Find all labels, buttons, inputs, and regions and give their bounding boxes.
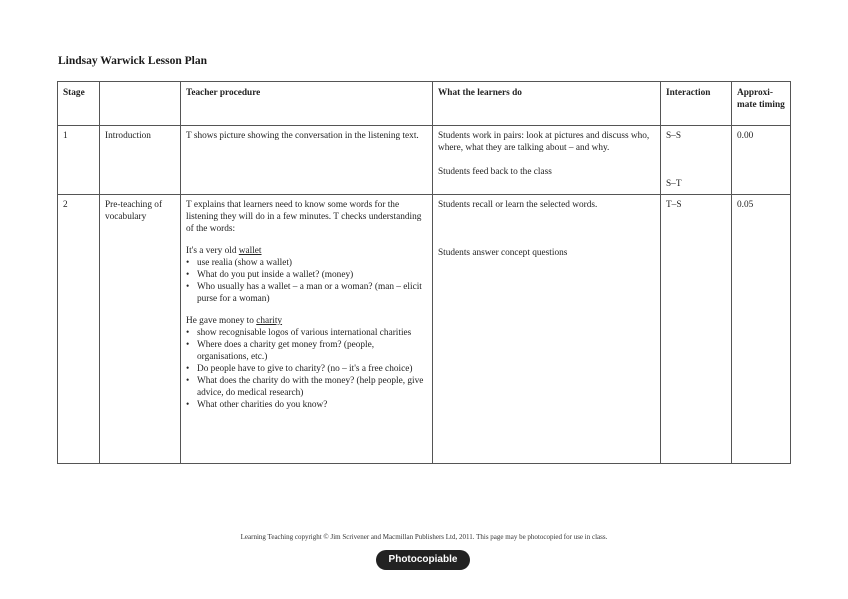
row1-interaction bbox=[661, 126, 732, 195]
header-timing: Approxi-mate timing bbox=[732, 82, 791, 126]
row1-learners-b: Students feed back to the class bbox=[438, 167, 552, 177]
charity-heading bbox=[186, 315, 427, 327]
charity-lead: He gave money to bbox=[186, 316, 257, 326]
copyright-footer: Learning Teaching copyright © Jim Scrivener and Macmillan Publishers Ltd, 2011. This page may be photocopied for use in class. bbox=[240, 533, 608, 541]
row2-stage: 2 bbox=[58, 195, 100, 464]
wallet-word: wallet bbox=[238, 246, 262, 256]
row1-learners-a: Students work in pairs: look at pictures and discuss who, where, what they are talking about – and why. bbox=[438, 131, 650, 153]
list-item: • use realia (show a wallet) bbox=[186, 257, 427, 269]
row1-learners bbox=[433, 126, 661, 195]
row2-learners bbox=[433, 195, 661, 464]
wallet-list bbox=[186, 257, 427, 305]
list-item: • Who usually has a wallet – a man or a woman? (man – elicit purse for a woman) bbox=[186, 281, 427, 305]
row1-name: Introduction bbox=[100, 126, 181, 195]
lesson-plan-table bbox=[57, 81, 791, 464]
row1-stage: 1 bbox=[58, 126, 100, 195]
row2-learners-a: Students recall or learn the selected words. bbox=[438, 200, 598, 210]
list-item: • What does the charity do with the money? (help people, give advice, do medical research) bbox=[186, 375, 427, 399]
page-title: Lindsay Warwick Lesson Plan bbox=[58, 55, 208, 67]
table-row bbox=[58, 126, 791, 195]
row2-teacher bbox=[181, 195, 433, 464]
wallet-heading bbox=[186, 245, 427, 257]
table-row bbox=[58, 195, 791, 464]
charity-word: charity bbox=[256, 316, 283, 326]
list-item: • Do people have to give to charity? (no – it's a free choice) bbox=[186, 363, 427, 375]
row2-timing: 0.05 bbox=[732, 195, 791, 464]
row1-teacher: T shows picture showing the conversation in the listening text. bbox=[181, 126, 433, 195]
list-item: • What other charities do you know? bbox=[186, 399, 427, 411]
photocopiable-badge: Photocopiable bbox=[376, 550, 470, 570]
list-item: • Where does a charity get money from? (people, organisations, etc.) bbox=[186, 339, 427, 363]
header-interaction: Interaction bbox=[661, 82, 732, 126]
header-blank bbox=[100, 82, 181, 126]
list-item: • show recognisable logos of various international charities bbox=[186, 327, 427, 339]
header-stage: Stage bbox=[58, 82, 100, 126]
wallet-lead: It's a very old bbox=[186, 246, 239, 256]
row2-learners-b: Students answer concept questions bbox=[438, 248, 568, 258]
row2-interaction: T–S bbox=[661, 195, 732, 464]
header-teacher-procedure: Teacher procedure bbox=[181, 82, 433, 126]
row1-timing: 0.00 bbox=[732, 126, 791, 195]
charity-list bbox=[186, 327, 427, 411]
list-item: • What do you put inside a wallet? (money) bbox=[186, 269, 427, 281]
row2-name: Pre-teaching of vocabulary bbox=[100, 195, 181, 464]
row1-interaction-a: S–S bbox=[666, 131, 681, 141]
header-learners: What the learners do bbox=[433, 82, 661, 126]
row2-teacher-intro: T explains that learners need to know some words for the listening they will do in a few minutes. T checks understanding of the words: bbox=[186, 200, 422, 234]
table-header-row bbox=[58, 82, 791, 126]
row1-interaction-b: S–T bbox=[666, 179, 682, 189]
